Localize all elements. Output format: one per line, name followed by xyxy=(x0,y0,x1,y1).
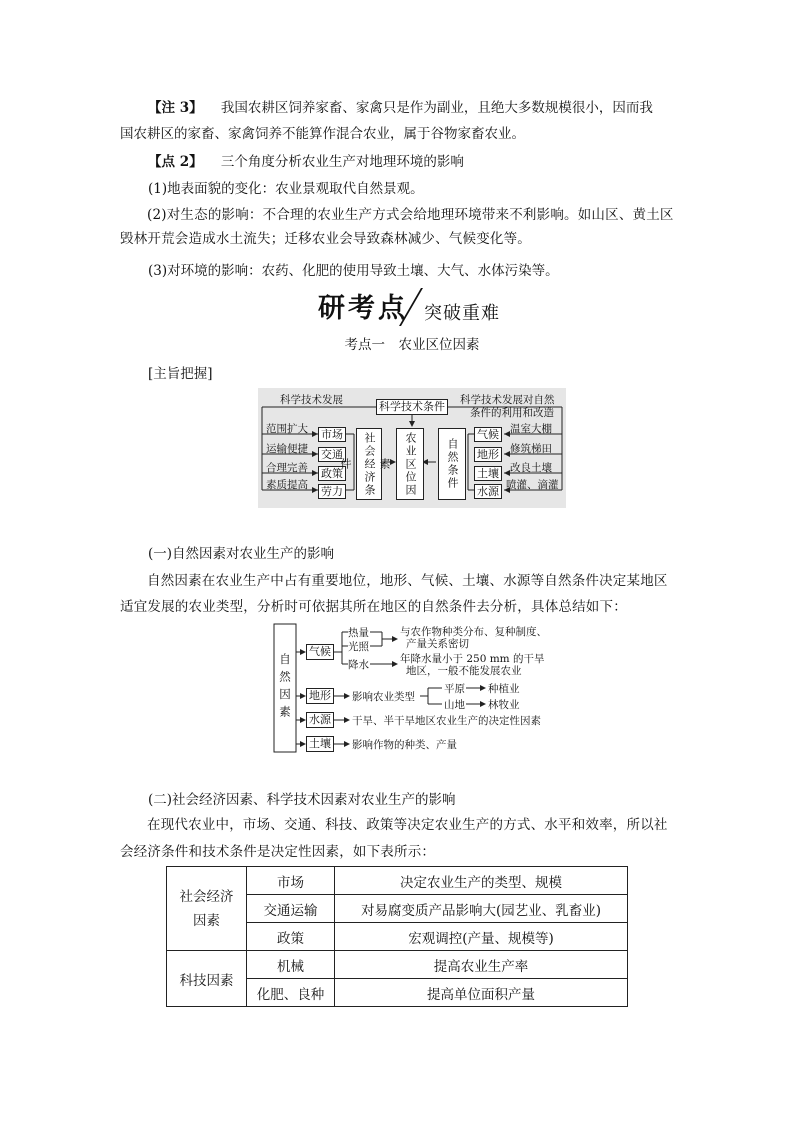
left-label-1: 范围扩大 xyxy=(266,423,308,435)
box-market: 市场 xyxy=(318,427,346,442)
box-policy: 政策 xyxy=(318,466,346,481)
box-soil: 土壤 xyxy=(474,466,502,481)
right-label-1: 温室大棚 xyxy=(510,423,552,435)
table-cell-factor: 交通运输 xyxy=(247,895,335,923)
table-group-social-label: 社会经济因素 xyxy=(179,888,234,929)
box-climate: 气候 xyxy=(474,427,502,442)
d2-rain-desc-2: 地区，一般不能发展农业 xyxy=(406,665,522,677)
d2-heat: 热量 xyxy=(348,627,369,639)
part2-heading: (二)社会经济因素、科学技术因素对农业生产的影响 xyxy=(148,792,456,808)
table-cell-effect: 对易腐变质产品影响大(园艺业、乳畜业) xyxy=(335,895,628,923)
box-labor: 劳力 xyxy=(318,484,346,499)
table-cell-factor: 政策 xyxy=(247,923,335,951)
box-terrain: 地形 xyxy=(474,447,502,462)
point2-title: 三个角度分析农业生产对地理环境的影响 xyxy=(220,154,464,170)
d2-heat-light-desc-1: 与农作物种类分布、复种制度、 xyxy=(400,626,547,638)
point2-item-3: (3)对环境的影响：农药、化肥的使用导致土壤、大气、水体污染等。 xyxy=(148,263,559,279)
table-cell-effect: 宏观调控(产量、规模等) xyxy=(335,923,628,951)
d2-terrain-desc: 影响农业类型 xyxy=(352,691,415,703)
d2-rain-desc-1: 年降水量小于 250 mm 的干旱 xyxy=(400,653,545,665)
box-transport: 交通 xyxy=(318,447,346,462)
table-row xyxy=(167,951,628,979)
subheading: [主旨把握] xyxy=(148,366,213,382)
part1-heading: (一)自然因素对农业生产的影响 xyxy=(148,546,335,562)
left-label-4: 素质提高 xyxy=(266,479,308,491)
diagram1-tech-box: 科学技术条件 xyxy=(376,399,448,415)
point2-tag: 【点 2】 xyxy=(148,154,203,170)
d2-water-desc: 干旱、半干旱地区农业生产的决定性因素 xyxy=(352,715,541,727)
table-row xyxy=(167,867,628,895)
part1-paragraph: 自然因素在农业生产中占有重要地位，地形、气候、土壤、水源等自然条件决定某地区适宜发展的农业类型，分析时可依据其所在地区的自然条件去分析，具体总结如下： xyxy=(120,573,668,615)
banner-sub: 突破重难 xyxy=(424,303,500,324)
table-group-tech: 科技因素 xyxy=(167,951,247,1007)
note3-line1 xyxy=(148,96,653,116)
box-water: 水源 xyxy=(474,484,502,499)
d2-mountain-use: 林牧业 xyxy=(488,699,520,711)
point2-item-2: (2)对生态的影响：不合理的农业生产方式会给地理环境带来不利影响。如山区、黄土区毁林开荒会造成水土流失；迁移农业会导致森林减少、气候变化等。 xyxy=(120,207,674,247)
table-cell-factor: 市场 xyxy=(247,867,335,895)
box-social-economic: 社会经济条件 xyxy=(356,428,382,500)
diagram-natural-factors xyxy=(272,622,572,754)
d2-box-water: 水源 xyxy=(306,712,334,728)
d2-plain-use: 种植业 xyxy=(488,683,520,695)
point2-heading xyxy=(148,150,464,170)
right-label-4: 喷灌、滴灌 xyxy=(506,479,559,491)
table-cell-effect: 决定农业生产的类型、规模 xyxy=(335,867,628,895)
note3-text-line1: 我国农耕区饲养家畜、家禽只是作为副业，且绝大多数规模很小，因而我 xyxy=(220,100,653,116)
left-label-2: 运输便捷 xyxy=(266,443,308,455)
banner-main: 研考点 xyxy=(318,293,408,324)
d2-soil-desc: 影响作物的种类、产量 xyxy=(352,739,457,751)
left-label-3: 合理完善 xyxy=(266,462,308,474)
diagram1-top-right-2: 条件的利用和改造 xyxy=(470,407,554,419)
note3-tag: 【注 3】 xyxy=(148,100,203,116)
diagram1-top-right-1: 科学技术发展对自然 xyxy=(460,394,555,406)
d2-mountain: 山地 xyxy=(444,699,465,711)
diagram2-root: 自然因素 xyxy=(278,653,292,723)
table-cell-effect: 提高单位面积产量 xyxy=(335,979,628,1007)
table-cell-factor: 机械 xyxy=(247,951,335,979)
note3-text-line2: 国农耕区的家畜、家禽饲养不能算作混合农业，属于谷物家畜农业。 xyxy=(120,126,525,142)
right-label-3: 改良土壤 xyxy=(510,462,552,474)
d2-box-terrain: 地形 xyxy=(306,688,334,704)
diagram-location-factors xyxy=(258,388,566,508)
d2-light: 光照 xyxy=(348,641,369,653)
part2-paragraph: 在现代农业中，市场、交通、科技、政策等决定农业生产的方式、水平和效率，所以社会经济条件和技术条件是决定性因素，如下表所示： xyxy=(120,817,668,860)
box-natural: 自然条件 xyxy=(438,428,466,500)
box-agri-location: 农业区位因素 xyxy=(396,428,424,500)
section-title: 考点一 农业区位因素 xyxy=(344,337,480,353)
table-group-social xyxy=(167,867,247,951)
d2-box-climate: 气候 xyxy=(306,644,334,660)
d2-box-soil: 土壤 xyxy=(306,736,334,752)
table-cell-factor: 化肥、良种 xyxy=(247,979,335,1007)
point2-item-1: (1)地表面貌的变化：农业景观取代自然景观。 xyxy=(148,181,424,197)
diagram1-top-left: 科学技术发展 xyxy=(280,394,343,406)
factors-table xyxy=(166,866,628,1007)
d2-heat-light-desc-2: 产量关系密切 xyxy=(406,638,469,650)
d2-plain: 平原 xyxy=(444,683,465,695)
d2-rain: 降水 xyxy=(348,659,369,671)
section-banner xyxy=(318,286,508,326)
right-label-2: 修筑梯田 xyxy=(510,443,552,455)
table-cell-effect: 提高农业生产率 xyxy=(335,951,628,979)
